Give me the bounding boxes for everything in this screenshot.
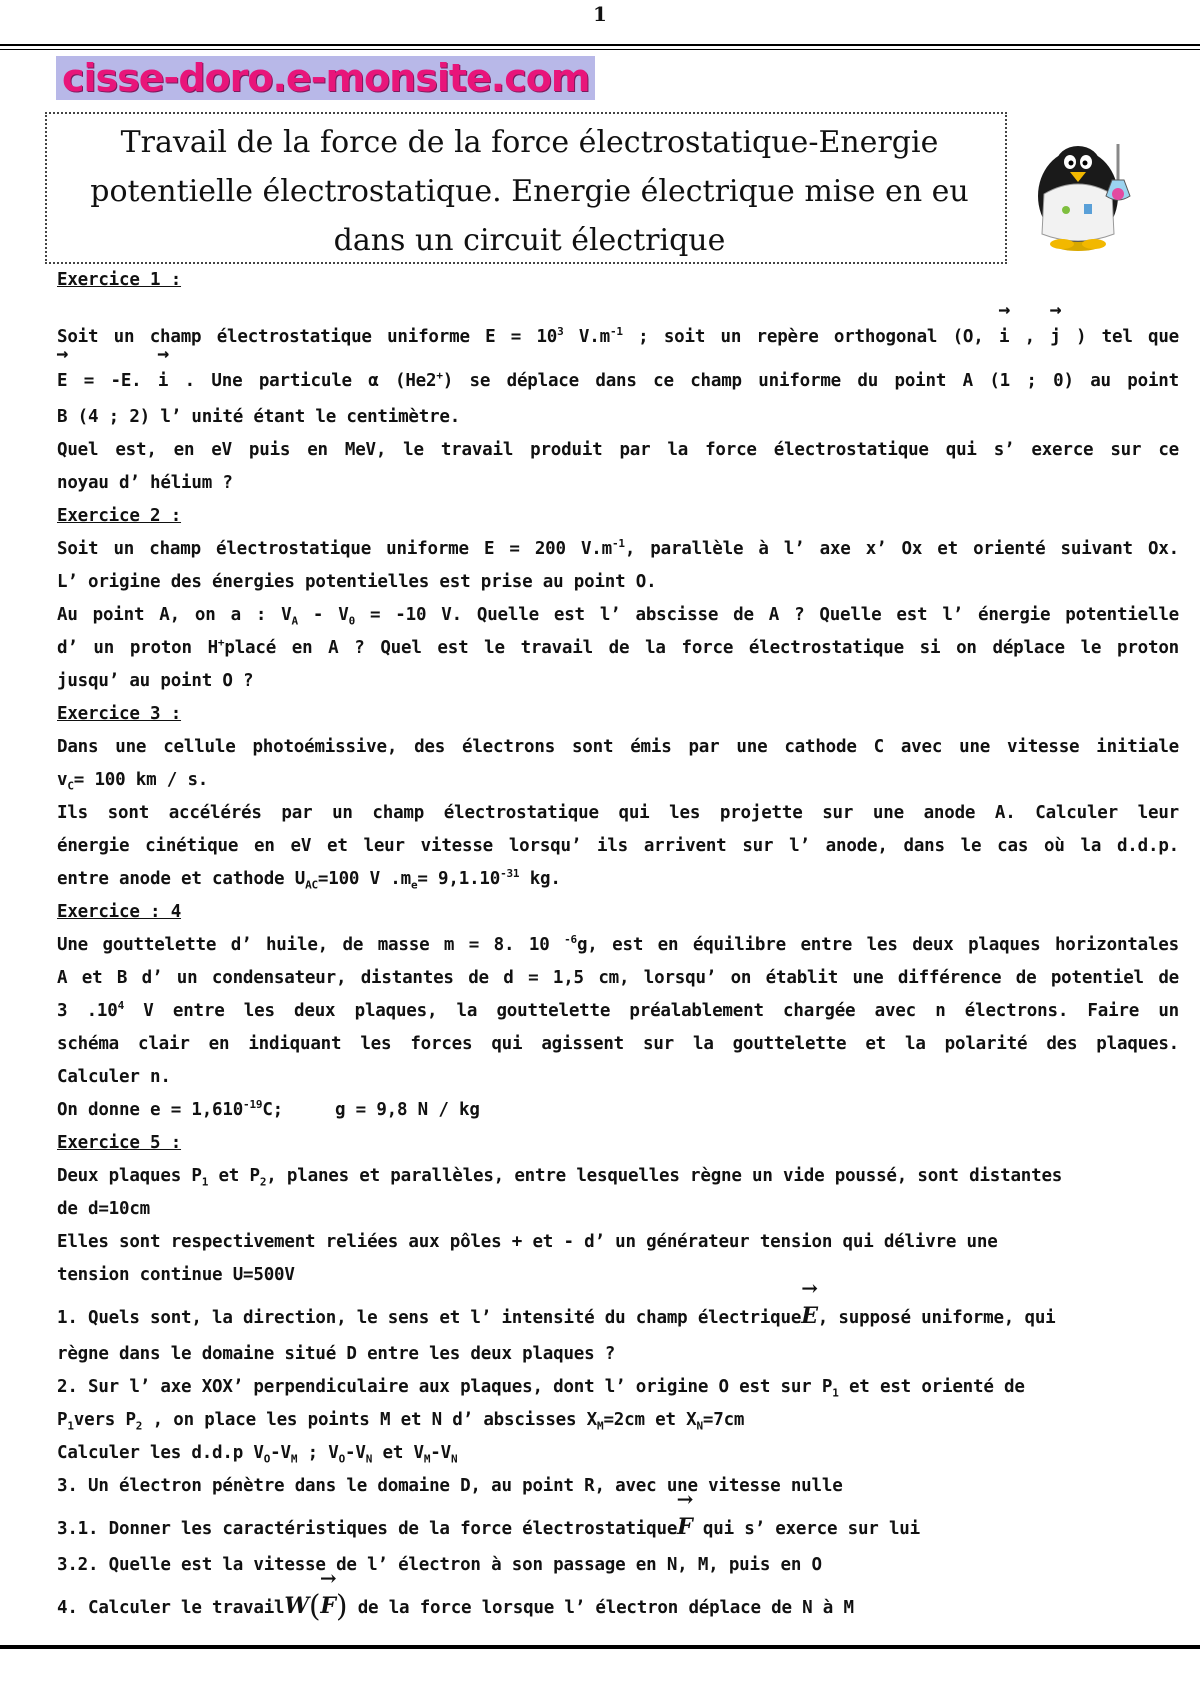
vector-j: → j: [1050, 313, 1060, 357]
exercise-content: [57, 264, 1179, 1628]
ex5-question-3-1: 3.1. Donner les caractéristiques de la force électrostatique→ F qui s’ exerce sur lui: [57, 1503, 1179, 1549]
ex5-line-1: Deux plaques $P_1$ et $P_2$, planes et parallèles, entre lesquelles règne un vide poussé, sont distantes: [57, 1166, 1063, 1189]
ex4-line-1: Une gouttelette d’ huile, de masse m = 8. 10 $^{-6}$g, est en équilibre entre les deux plaques horizontales: [57, 933, 1179, 955]
ex5-question-2: 2. Sur l’ axe XOX’ perpendiculaire aux plaques, dont l’ origine O est sur $P_1$ et est orienté de: [57, 1377, 1025, 1400]
footer-rule: [0, 1645, 1200, 1649]
ex5-line-3: Elles sont respectivement reliées aux pôles + et - d’ un générateur tension qui délivre une: [57, 1232, 998, 1252]
exercise-2-heading: Exercice 2 :: [57, 506, 182, 526]
ex2-line-1: Soit un champ électrostatique uniforme E = 200 $V.m^{-1}$, parallèle à l’ axe x’ Ox et orienté suivant Ox.: [57, 537, 1179, 559]
vector-i: → i: [158, 357, 168, 401]
ex3-line-1: Dans une cellule photoémissive, des électrons sont émis par une cathode C avec une vitesse initiale: [57, 737, 1179, 757]
ex1-line-3: B (4 ; 2) l’ unité étant le centimètre.: [57, 407, 461, 427]
ex5-question-3-2: 3.2. Quelle est la vitesse de l’ électron à son passage en N, M, puis en O: [57, 1555, 822, 1575]
ex5-question-4: 4. Calculer le travailW(→ F) de la force lorsque l’ électron déplace de N à M: [57, 1582, 1179, 1628]
header-rule-thin: [0, 49, 1200, 50]
ex5-question-3: 3. Un électron pénètre dans le domaine D, au point R, avec une vitesse nulle: [57, 1476, 843, 1496]
ex2-line-2: L’ origine des énergies potentielles est prise au point O.: [57, 572, 657, 592]
ex5-question-1: 1. Quels sont, la direction, le sens et l’ intensité du champ électrique→ E, supposé uniforme, qui: [57, 1292, 1179, 1338]
ex4-line-2: A et B d’ un condensateur, distantes de d = 1,5 cm, lorsqu’ on établit une différence de potentiel de: [57, 968, 1179, 988]
ex2-line-3: Au point A, on a : $V_A - V_0 = -10$ V. Quelle est l’ abscisse de A ? Quelle est l’ énergie potentielle: [57, 605, 1179, 628]
ex2-line-5: jusqu’ au point O ?: [57, 671, 254, 691]
ex5-line-4: tension continue U=500V: [57, 1265, 295, 1285]
ex4-line-5: Calculer n.: [57, 1067, 171, 1087]
ex5-question-2-cont: $P_1vers$ $P_2$ , on place les points M et N d’ abscisses $X_M=2cm$ et $X_N=7cm$: [57, 1410, 745, 1433]
ex3-line-3: Ils sont accélérés par un champ électrostatique qui les projette sur une anode A. Calculer leur: [57, 803, 1179, 823]
vector-E-field: → E: [801, 1292, 818, 1336]
ex5-question-2-ddp: Calculer les d.d.p $V_O-V_M$ ; $V_O-V_N$ et $V_M-V_N$: [57, 1443, 458, 1466]
ex4-line-4: schéma clair en indiquant les forces qui agissent sur la gouttelette et la polarité des plaques.: [57, 1034, 1179, 1054]
ex4-line-6: On donne $e = 1,610^{-19}C$; g = 9,8 N / kg: [57, 1098, 480, 1120]
page-number: 1: [593, 2, 607, 26]
vector-E: → E: [57, 357, 67, 401]
ex5-line-2: de d=10cm: [57, 1199, 151, 1219]
penguin-scientist-icon: [1026, 134, 1150, 252]
ex3-line-5: entre anode et cathode $U_{AC}=100$ V $.m_e= 9,1.10^{-31}$ kg.: [57, 867, 561, 892]
ex1-line-2: → E = -E. → i . Une particule α (He2+) se déplace dans ce champ uniforme du point A (1 ; 0) au point: [57, 357, 1179, 401]
exercise-1-heading: Exercice 1 :: [57, 270, 182, 290]
ex1-line-4: Quel est, en eV puis en MeV, le travail produit par la force électrostatique qui s’ exerce sur ce: [57, 440, 1179, 460]
vector-F-work: → F: [320, 1582, 335, 1626]
ex5-question-1-cont: règne dans le domaine situé D entre les deux plaques ?: [57, 1344, 616, 1364]
title-line-2: potentielle électrostatique. Energie électrique mise en eu: [90, 174, 969, 209]
ex1-line-5: noyau d’ hélium ?: [57, 473, 233, 493]
ex4-line-3: 3 $.10^4$ V entre les deux plaques, la gouttelette préalablement chargée avec n électrons. Faire un: [57, 999, 1179, 1021]
ex3-line-4: énergie cinétique en eV et leur vitesse lorsqu’ ils arrivent sur l’ anode, dans le cas où la d.d.p.: [57, 836, 1179, 856]
site-logo[interactable]: cisse-doro.e-monsite.com: [56, 56, 595, 100]
exercise-3-heading: Exercice 3 :: [57, 704, 182, 724]
vector-i: → i: [999, 313, 1009, 357]
ex1-line-1: Soit un champ électrostatique uniforme $E = 10^3$ $V.m^{-1}$ ; soit un repère orthogonal (O, → i , → j ) tel que: [57, 313, 1179, 357]
header-rule: [0, 44, 1200, 46]
ex3-line-2: $v_C= 100$ km / s.: [57, 770, 209, 793]
title-line-1: Travail de la force de la force électrostatique-Energie: [120, 125, 939, 160]
title-line-3: dans un circuit électrique: [333, 223, 726, 258]
ex2-line-4: d’ un proton H+placé en A ? Quel est le travail de la force électrostatique si on déplace le proton: [57, 636, 1180, 658]
page-title: [52, 118, 1007, 265]
exercise-4-heading: Exercice : 4: [57, 902, 182, 922]
vector-F: → F: [677, 1503, 692, 1547]
exercise-5-heading: Exercice 5 :: [57, 1133, 182, 1153]
